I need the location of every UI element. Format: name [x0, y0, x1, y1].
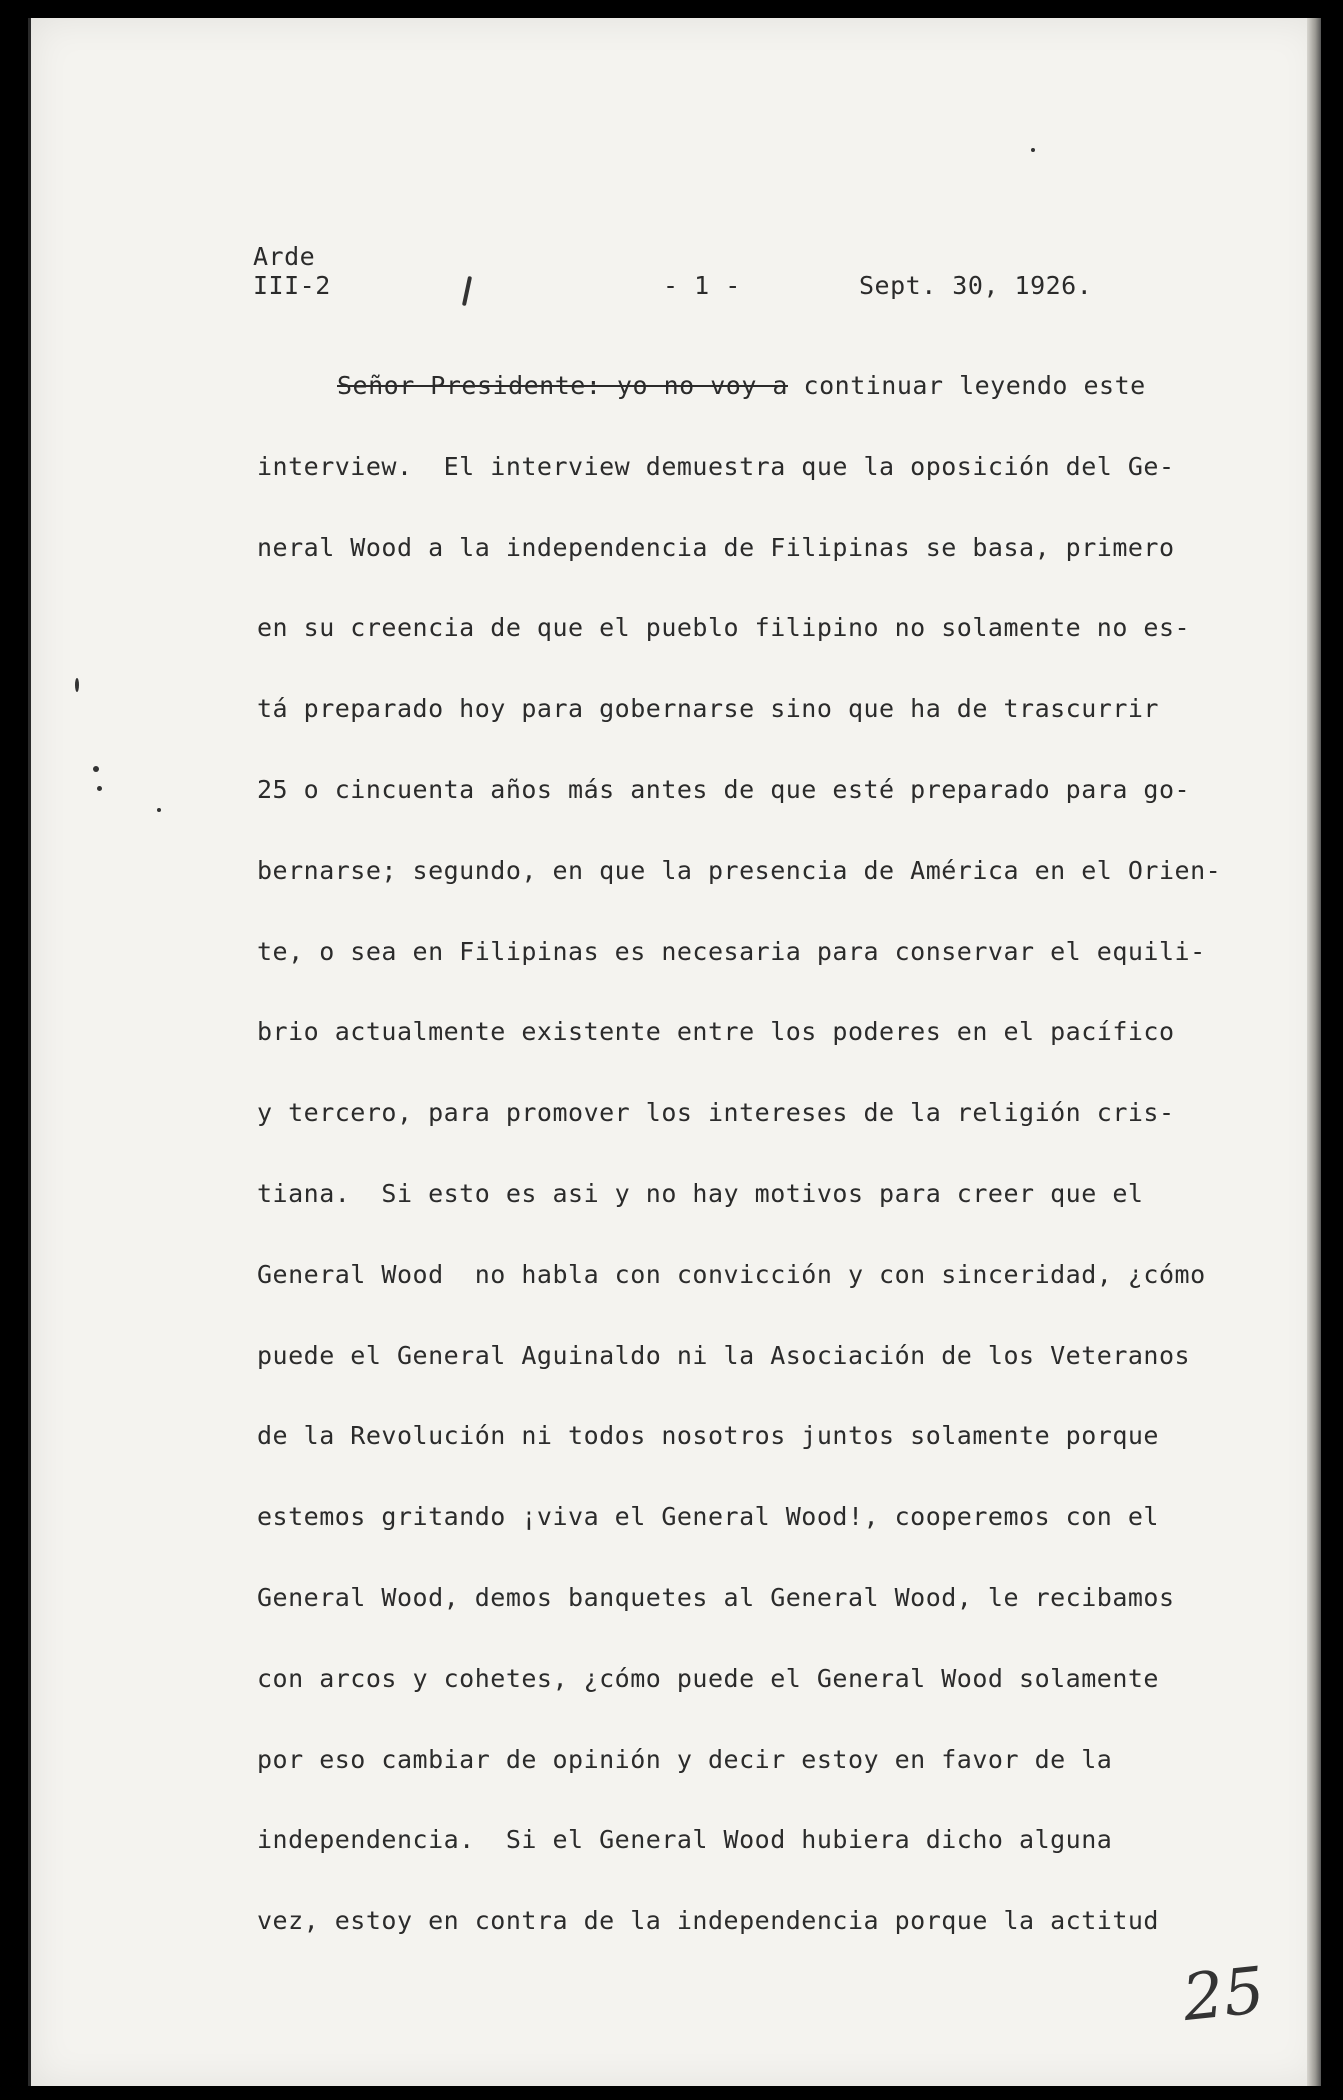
- document-code: [253, 242, 331, 300]
- pencil-mark: [462, 276, 472, 306]
- text-line: bernarse; segundo, en que la presencia de América en el Orien-: [257, 855, 1222, 885]
- text-line: tiana. Si esto es asi y no hay motivos para creer que el: [257, 1178, 1144, 1208]
- code-line-2: III-2: [253, 271, 331, 300]
- text-line: continuar leyendo este: [788, 371, 1146, 400]
- text-line: vez, estoy en contra de la independencia porque la actitud: [257, 1906, 1159, 1936]
- text-line: estemos gritando ¡viva el General Wood!, cooperemos con el: [257, 1502, 1159, 1532]
- text-line: te, o sea en Filipinas es necesaria para conservar el equili-: [257, 936, 1206, 966]
- ink-speck: [75, 678, 79, 692]
- handwritten-page-mark: 25: [1179, 1953, 1269, 2037]
- text-line: interview. El interview demuestra que la oposición del Ge-: [257, 451, 1175, 481]
- text-line: brio actualmente existente entre los poderes en el pacífico: [257, 1017, 1175, 1047]
- text-line: y tercero, para promover los intereses de la religión cris-: [257, 1098, 1175, 1128]
- page-number: - 1 -: [663, 271, 741, 300]
- text-line: con arcos y cohetes, ¿cómo puede el General Wood solamente: [257, 1663, 1159, 1693]
- text-line: General Wood, demos banquetes al General Wood, le recibamos: [257, 1582, 1175, 1612]
- code-line-1: Arde: [253, 242, 316, 271]
- ink-speck: [93, 766, 99, 772]
- text-line: General Wood no habla con convicción y con sinceridad, ¿cómo: [257, 1259, 1206, 1289]
- text-line-1: [257, 366, 1257, 447]
- text-line: por eso cambiar de opinión y decir estoy en favor de la: [257, 1744, 1113, 1774]
- text-line: tá preparado hoy para gobernarse sino que ha de trascurrir: [257, 694, 1159, 724]
- text-line: de la Revolución ni todos nosotros juntos solamente porque: [257, 1421, 1159, 1451]
- text-line: neral Wood a la independencia de Filipinas se basa, primero: [257, 532, 1175, 562]
- text-line: 25 o cincuenta años más antes de que esté preparado para go-: [257, 774, 1191, 804]
- ink-speck: [157, 808, 161, 812]
- text-line: en su creencia de que el pueblo filipino no solamente no es-: [257, 613, 1191, 643]
- page-edge: [1307, 18, 1321, 2086]
- text-line: independencia. Si el General Wood hubiera dicho alguna: [257, 1825, 1113, 1855]
- body-text: [257, 366, 1257, 1982]
- document-page: [28, 18, 1321, 2086]
- struck-text: Señor Presidente: yo no voy a: [337, 371, 788, 400]
- ink-speck: [1031, 148, 1035, 152]
- ink-speck: [97, 786, 102, 791]
- document-date: Sept. 30, 1926.: [859, 271, 1093, 300]
- text-line: puede el General Aguinaldo ni la Asociación de los Veteranos: [257, 1340, 1191, 1370]
